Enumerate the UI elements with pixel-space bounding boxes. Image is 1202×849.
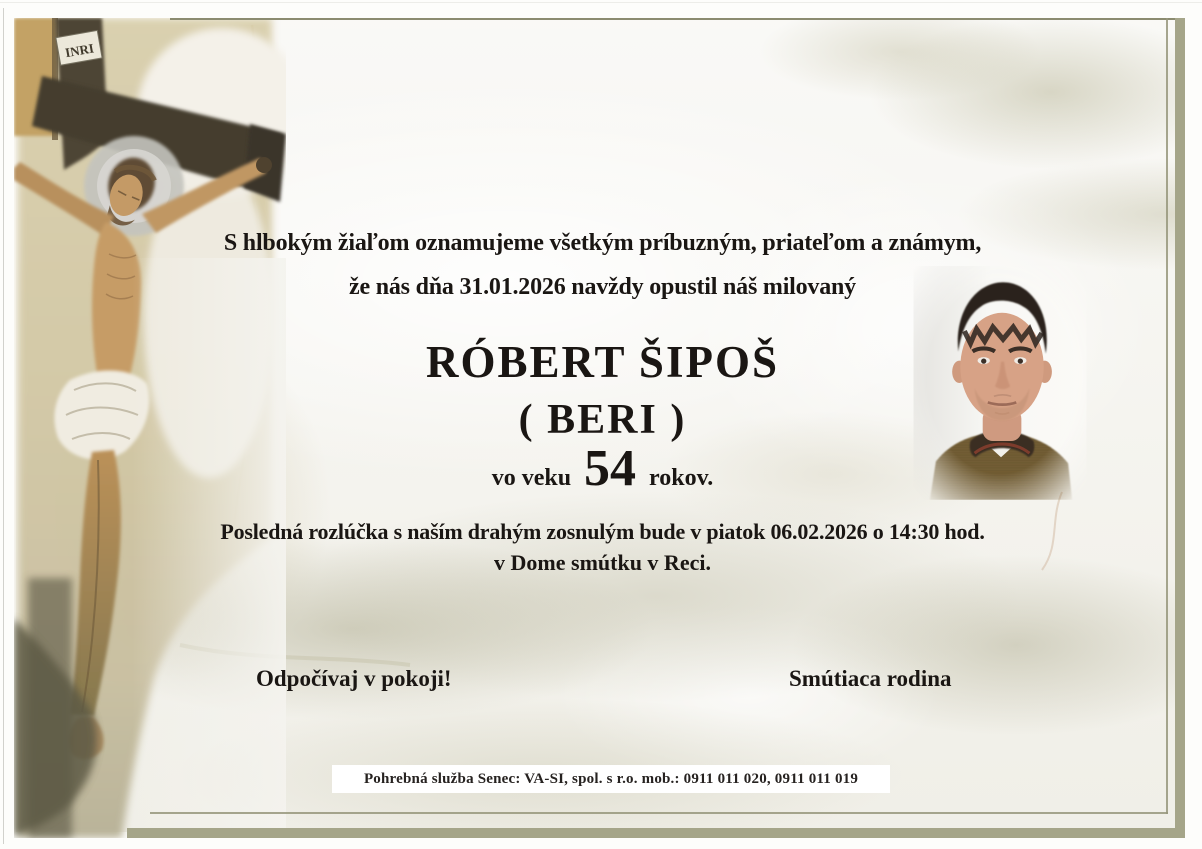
- funeral-service-bar: [332, 765, 890, 793]
- frame-border-bottom: [127, 828, 1185, 838]
- frame-border-right: [1175, 18, 1185, 838]
- rest-in-peace-text: Odpočívaj v pokoji!: [256, 666, 452, 691]
- deceased-name: RÓBERT ŠIPOŠ: [426, 337, 779, 387]
- farewell-line-1: Posledná rozlúčka s naším drahým zosnulým bude v piatok 06.02.2026 o 14:30 hod.: [220, 519, 985, 544]
- scan-edge: [3, 8, 4, 844]
- inri-text: INRI: [63, 40, 95, 61]
- funeral-service-text: Pohrebná služba Senec: VA-SI, spol. s r.o. mob.: 0911 011 020, 0911 011 019: [363, 770, 859, 787]
- mourning-family-text: Smútiaca rodina: [789, 666, 952, 691]
- frame-inner-line-right: [1166, 18, 1168, 814]
- farewell-line-2: v Dome smútku v Reci.: [494, 550, 711, 575]
- scan-edge: [0, 2, 1202, 3]
- age-number: 54: [584, 440, 637, 497]
- age-line: [150, 438, 1055, 499]
- intro-line-2: že nás dňa 31.01.2026 navždy opustil náš milovaný: [349, 274, 856, 300]
- deceased-nickname: ( BERI ): [518, 397, 687, 443]
- jesus-right-hand: [256, 157, 272, 173]
- age-prefix: vo veku: [491, 465, 572, 491]
- frame-border-top: [170, 18, 1183, 20]
- age-suffix: rokov.: [649, 465, 714, 491]
- intro-line-1: S hlbokým žiaľom oznamujeme všetkým príbuzným, priateľom a známym,: [223, 230, 982, 256]
- frame-inner-line-bottom: [150, 812, 1168, 814]
